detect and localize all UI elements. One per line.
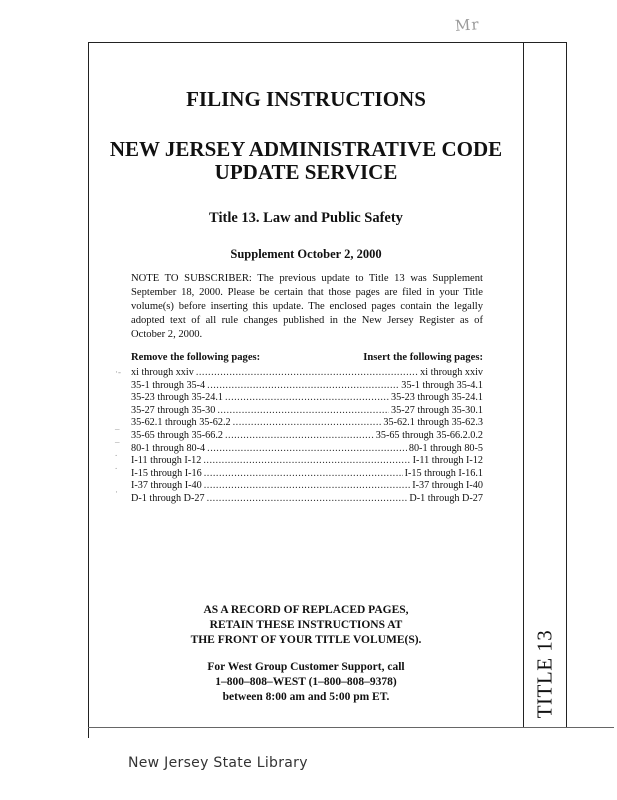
- supplement-date: Supplement October 2, 2000: [230, 247, 382, 261]
- remove-header: Remove the following pages:: [131, 352, 261, 363]
- support-hours: between 8:00 am and 5:00 pm ET.: [222, 691, 390, 703]
- record-notice-line1: AS A RECORD OF REPLACED PAGES,: [203, 604, 409, 616]
- table-row: [131, 417, 483, 430]
- insert-pages: 35-65 through 35-66.2.0.2: [375, 429, 483, 441]
- insert-pages: 35-62.1 through 35-62.3: [383, 417, 483, 429]
- remove-pages: 80-1 through 80-4: [131, 442, 206, 454]
- insert-header: Insert the following pages:: [363, 352, 483, 363]
- side-tab-label: TITLE 13: [532, 629, 557, 719]
- remove-pages: 35-23 through 35-24.1: [131, 392, 223, 404]
- remove-pages: 35-1 through 35-4: [131, 379, 206, 391]
- insert-pages: I-15 through I-16.1: [404, 467, 483, 479]
- remove-pages: I-15 through I-16: [131, 467, 202, 479]
- table-row: [131, 455, 483, 468]
- insert-pages: xi through xxiv: [420, 367, 483, 378]
- scan-mark: Mr: [454, 15, 481, 35]
- code-title-line2: UPDATE SERVICE: [214, 160, 398, 184]
- side-tab-column: [523, 42, 567, 727]
- remove-pages: I-11 through I-12: [131, 455, 202, 467]
- page-title: FILING INSTRUCTIONS: [186, 87, 426, 111]
- table-row: [131, 380, 483, 393]
- margin-tick: _: [115, 421, 120, 431]
- insert-pages: I-37 through I-40: [412, 480, 483, 492]
- margin-tick: _: [115, 434, 120, 444]
- remove-pages: I-37 through I-40: [131, 480, 202, 492]
- page-replacement-table: [131, 367, 483, 506]
- support-line1: For West Group Customer Support, call: [207, 661, 405, 673]
- margin-tick: ·-: [115, 367, 121, 377]
- support-phone: 1–800–808–WEST (1–800–808–9378): [215, 676, 397, 688]
- insert-pages: 80-1 through 80-5: [408, 442, 483, 454]
- record-notice-line3: THE FRONT OF YOUR TITLE VOLUME(S).: [190, 634, 422, 646]
- table-row: [131, 443, 483, 456]
- table-row: [131, 430, 483, 443]
- side-tab-box: [524, 594, 566, 754]
- remove-pages: 35-62.1 through 35-62.2: [131, 417, 231, 429]
- table-row: [131, 480, 483, 493]
- insert-pages: 35-27 through 35-30.1: [391, 404, 483, 416]
- library-stamp: New Jersey State Library: [128, 755, 308, 771]
- table-row: [131, 468, 483, 481]
- remove-pages: 35-27 through 35-30: [131, 404, 216, 416]
- table-row: [131, 367, 483, 380]
- insert-pages: 35-1 through 35-4.1: [401, 379, 483, 391]
- insert-pages: D-1 through D-27: [409, 492, 483, 504]
- margin-tick: ·: [115, 487, 118, 497]
- table-row: [131, 405, 483, 418]
- insert-pages: I-11 through I-12: [412, 455, 483, 467]
- column-headers: [131, 352, 483, 363]
- margin-tick: .: [115, 461, 118, 471]
- table-row: [131, 392, 483, 405]
- subject-title: Title 13. Law and Public Safety: [209, 210, 403, 226]
- record-notice: [88, 603, 524, 648]
- table-row: [131, 493, 483, 506]
- margin-tick: .: [115, 448, 118, 458]
- remove-pages: D-1 through D-27: [131, 492, 205, 504]
- record-notice-line2: RETAIN THESE INSTRUCTIONS AT: [209, 619, 403, 631]
- insert-pages: 35-23 through 35-24.1: [391, 392, 483, 404]
- remove-pages: xi through xxiv: [131, 367, 194, 378]
- remove-pages: 35-65 through 35-66.2: [131, 429, 223, 441]
- code-title-line1: NEW JERSEY ADMINISTRATIVE CODE: [109, 137, 503, 161]
- customer-support: [88, 660, 524, 705]
- subscriber-note: NOTE TO SUBSCRIBER: The previous update to Title 13 was Supplement September 18, 2000. Please be certain that those pages are filed in your Title volume(s) before inserting this update. The enclosed pages contain the legally adopted text of all rule changes published in the New Jersey Register as of October 2, 2000.: [131, 273, 483, 340]
